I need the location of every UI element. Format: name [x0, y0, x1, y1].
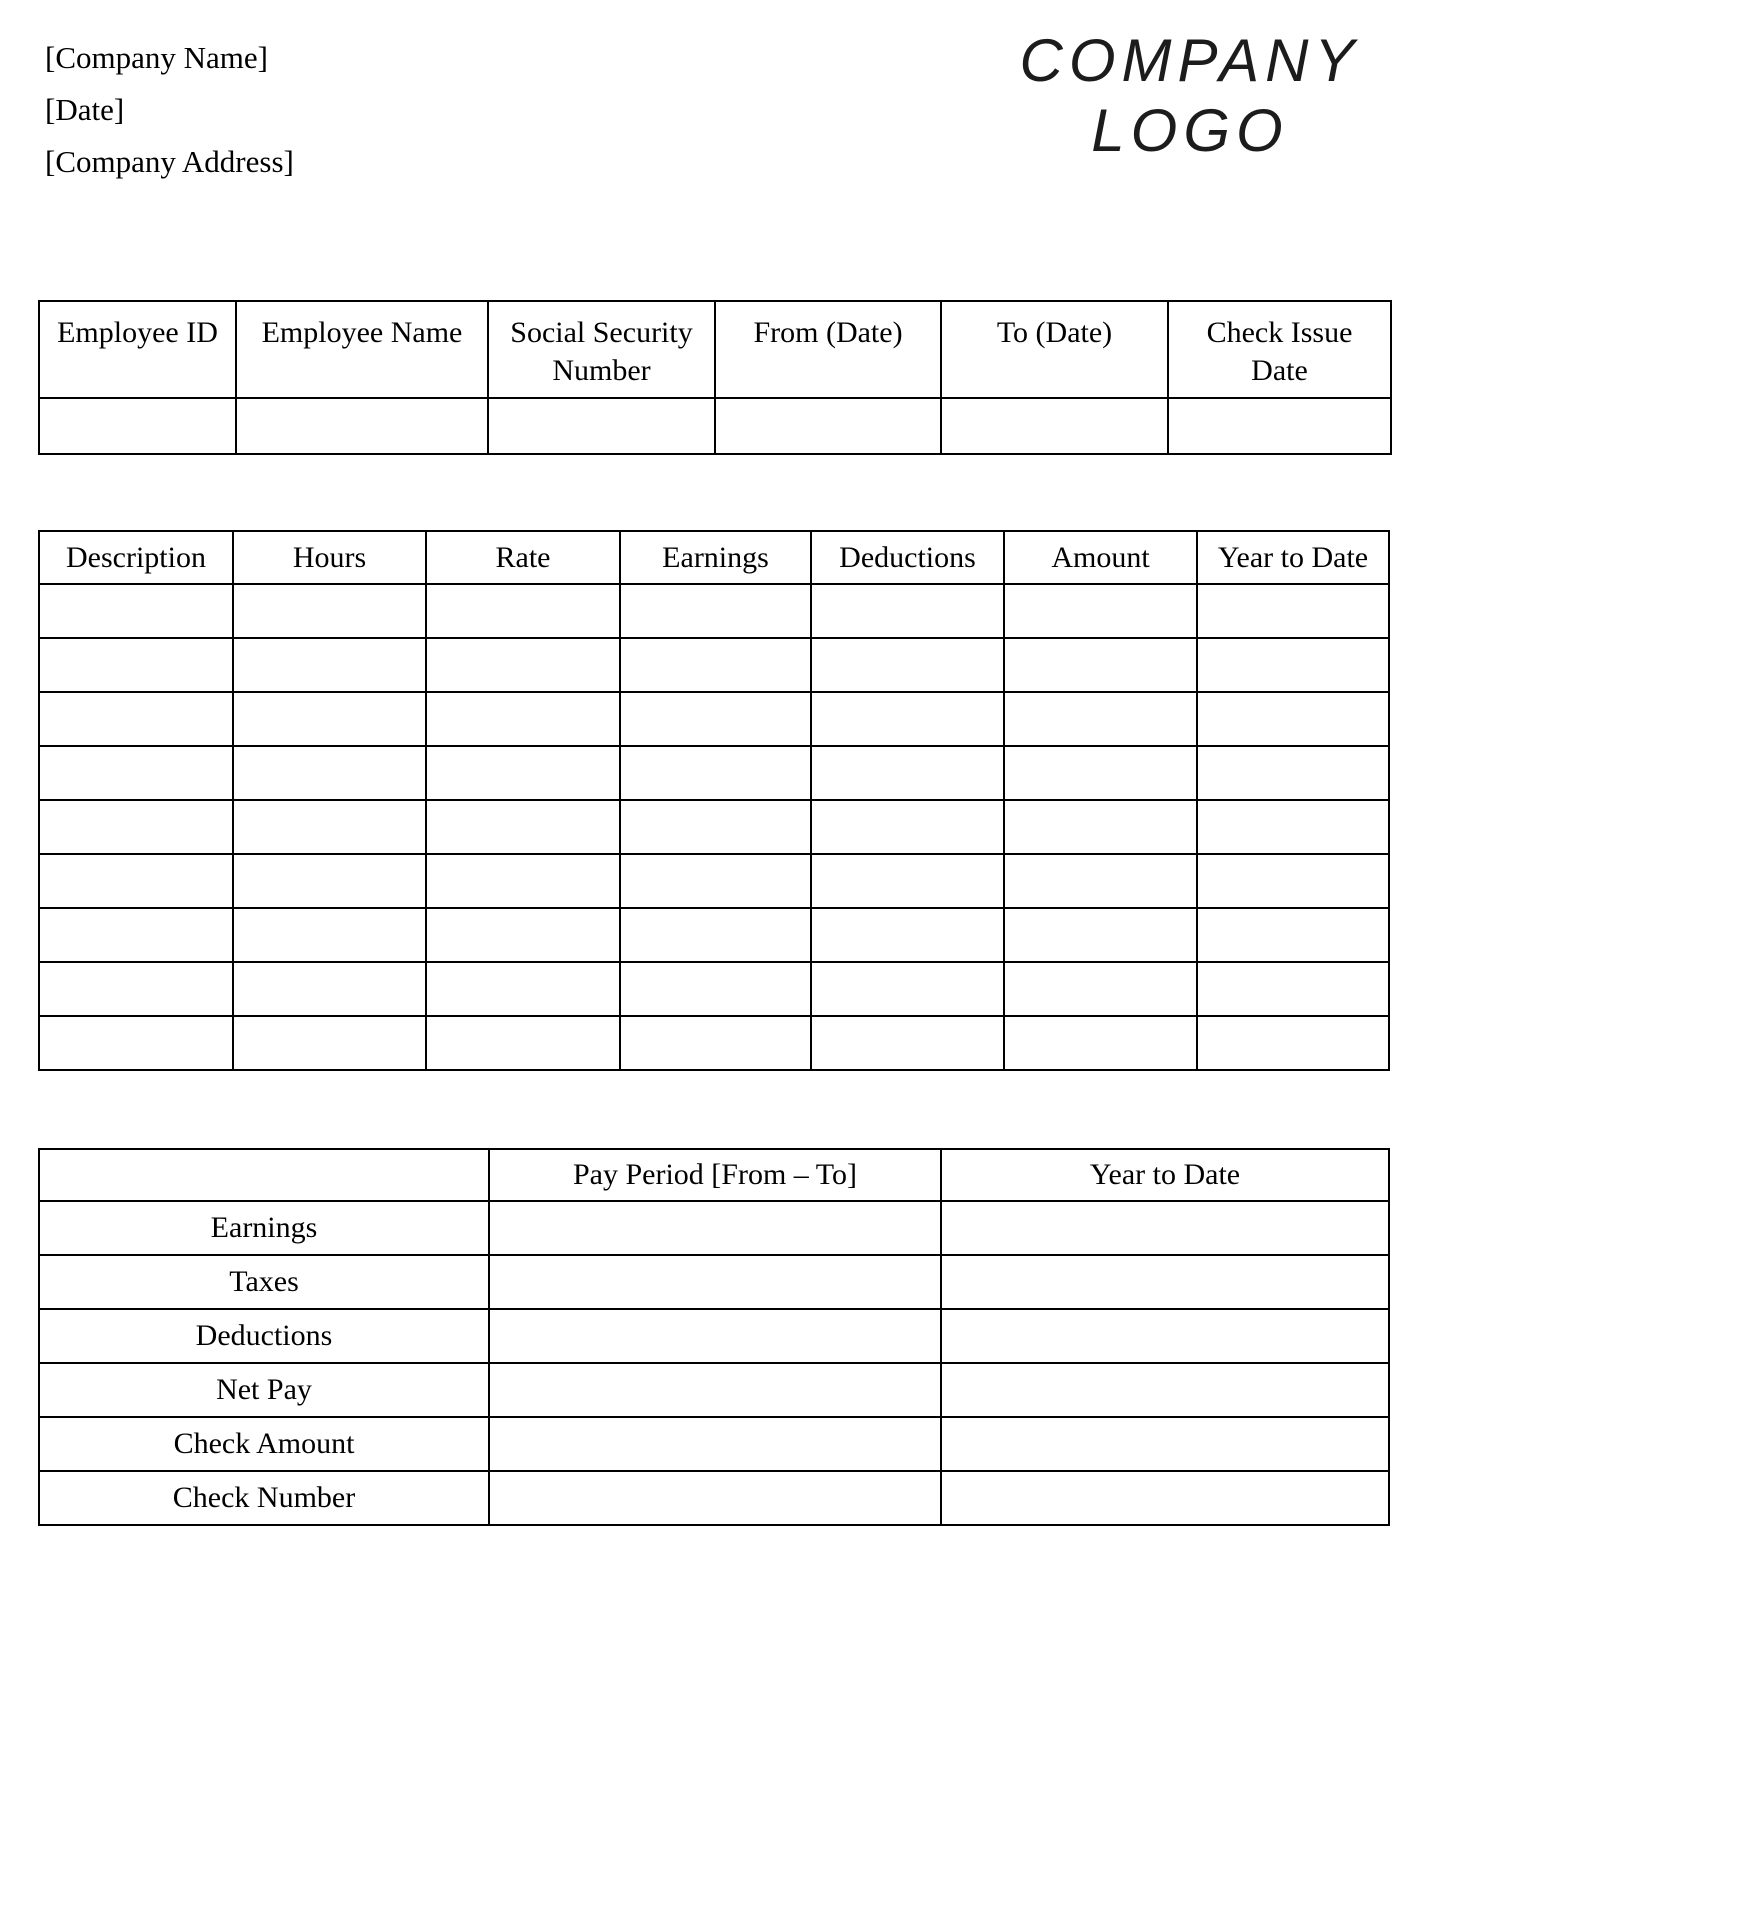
earnings-cell[interactable] — [426, 908, 620, 962]
earnings-cell[interactable] — [811, 638, 1004, 692]
earnings-cell[interactable] — [1197, 746, 1389, 800]
earnings-cell[interactable] — [1004, 800, 1197, 854]
summary-blank-header — [39, 1149, 489, 1201]
earnings-cell[interactable] — [39, 638, 233, 692]
earnings-header-row — [39, 531, 1389, 584]
earnings-cell[interactable] — [39, 692, 233, 746]
earnings-cell[interactable] — [1197, 908, 1389, 962]
earnings-cell[interactable] — [426, 692, 620, 746]
earnings-cell[interactable] — [1004, 854, 1197, 908]
earnings-cell[interactable] — [233, 692, 426, 746]
earnings-row — [39, 692, 1389, 746]
employee-name-header: Employee Name — [236, 301, 488, 398]
summary-ytd-cell[interactable] — [941, 1309, 1389, 1363]
summary-year-to-date-header: Year to Date — [941, 1149, 1389, 1201]
earnings-cell[interactable] — [233, 800, 426, 854]
summary-row — [39, 1471, 1389, 1525]
earnings-cell[interactable] — [1197, 962, 1389, 1016]
summary-row — [39, 1255, 1389, 1309]
earnings-row — [39, 962, 1389, 1016]
summary-pay-period-cell[interactable] — [489, 1201, 941, 1255]
summary-row — [39, 1417, 1389, 1471]
earnings-cell[interactable] — [811, 908, 1004, 962]
earnings-row — [39, 800, 1389, 854]
to-date-cell[interactable] — [941, 398, 1168, 454]
earnings-cell[interactable] — [1004, 908, 1197, 962]
earnings-cell[interactable] — [1197, 692, 1389, 746]
summary-row — [39, 1201, 1389, 1255]
earnings-cell[interactable] — [39, 584, 233, 638]
summary-pay-period-cell[interactable] — [489, 1417, 941, 1471]
summary-row-label: Check Amount — [39, 1417, 489, 1471]
letterhead — [45, 32, 294, 188]
earnings-cell[interactable] — [620, 854, 811, 908]
earnings-cell[interactable] — [426, 638, 620, 692]
earnings-row — [39, 908, 1389, 962]
summary-ytd-cell[interactable] — [941, 1255, 1389, 1309]
earnings-row — [39, 638, 1389, 692]
earnings-cell[interactable] — [1197, 800, 1389, 854]
company-logo-line1: COMPANY — [1019, 27, 1361, 94]
earnings-cell[interactable] — [426, 962, 620, 1016]
hours-header: Hours — [233, 531, 426, 584]
earnings-cell[interactable] — [233, 908, 426, 962]
amount-header: Amount — [1004, 531, 1197, 584]
summary-pay-period-cell[interactable] — [489, 1309, 941, 1363]
earnings-cell[interactable] — [233, 584, 426, 638]
earnings-cell[interactable] — [811, 800, 1004, 854]
earnings-cell[interactable] — [233, 962, 426, 1016]
summary-header-row — [39, 1149, 1389, 1201]
summary-row — [39, 1363, 1389, 1417]
deductions-header: Deductions — [811, 531, 1004, 584]
summary-row — [39, 1309, 1389, 1363]
summary-row-label: Check Number — [39, 1471, 489, 1525]
employee-info-value-row — [39, 398, 1391, 454]
employee-info-table — [38, 300, 1392, 455]
summary-table — [38, 1148, 1390, 1526]
earnings-cell[interactable] — [426, 854, 620, 908]
earnings-cell[interactable] — [1004, 1016, 1197, 1070]
company-name-placeholder: [Company Name] — [45, 40, 268, 75]
from-date-header: From (Date) — [715, 301, 941, 398]
earnings-cell[interactable] — [1197, 638, 1389, 692]
from-date-cell[interactable] — [715, 398, 941, 454]
earnings-cell[interactable] — [39, 854, 233, 908]
summary-ytd-cell[interactable] — [941, 1201, 1389, 1255]
earnings-cell[interactable] — [233, 638, 426, 692]
earnings-cell[interactable] — [811, 854, 1004, 908]
earnings-cell[interactable] — [620, 692, 811, 746]
earnings-cell[interactable] — [811, 692, 1004, 746]
earnings-cell[interactable] — [233, 746, 426, 800]
earnings-cell[interactable] — [233, 854, 426, 908]
earnings-cell[interactable] — [426, 584, 620, 638]
summary-ytd-cell[interactable] — [941, 1417, 1389, 1471]
earnings-row — [39, 746, 1389, 800]
summary-pay-period-cell[interactable] — [489, 1363, 941, 1417]
to-date-header: To (Date) — [941, 301, 1168, 398]
summary-row-label: Net Pay — [39, 1363, 489, 1417]
earnings-cell[interactable] — [1197, 584, 1389, 638]
earnings-detail-table — [38, 530, 1390, 1071]
earnings-cell[interactable] — [1004, 962, 1197, 1016]
earnings-cell[interactable] — [1004, 746, 1197, 800]
earnings-row — [39, 1016, 1389, 1070]
employee-info-header-row — [39, 301, 1391, 398]
ssn-header: Social Security Number — [488, 301, 715, 398]
earnings-table-body — [39, 531, 1389, 1070]
summary-table-body — [39, 1149, 1389, 1525]
earnings-cell[interactable] — [811, 746, 1004, 800]
earnings-cell[interactable] — [620, 1016, 811, 1070]
summary-row-label: Deductions — [39, 1309, 489, 1363]
year-to-date-header: Year to Date — [1197, 531, 1389, 584]
pay-period-header: Pay Period [From – To] — [489, 1149, 941, 1201]
summary-ytd-cell[interactable] — [941, 1363, 1389, 1417]
earnings-cell[interactable] — [1197, 1016, 1389, 1070]
earnings-cell[interactable] — [39, 746, 233, 800]
earnings-cell[interactable] — [39, 908, 233, 962]
earnings-cell[interactable] — [1004, 638, 1197, 692]
employee-id-header: Employee ID — [39, 301, 236, 398]
earnings-cell[interactable] — [39, 962, 233, 1016]
earnings-cell[interactable] — [1004, 584, 1197, 638]
earnings-cell[interactable] — [811, 962, 1004, 1016]
earnings-cell[interactable] — [233, 1016, 426, 1070]
employee-id-cell[interactable] — [39, 398, 236, 454]
date-placeholder: [Date] — [45, 92, 125, 127]
earnings-cell[interactable] — [811, 584, 1004, 638]
earnings-cell[interactable] — [1004, 692, 1197, 746]
earnings-cell[interactable] — [620, 908, 811, 962]
company-logo-line2: LOGO — [1091, 97, 1289, 164]
description-header: Description — [39, 531, 233, 584]
earnings-row — [39, 854, 1389, 908]
earnings-cell[interactable] — [620, 584, 811, 638]
earnings-cell[interactable] — [620, 638, 811, 692]
employee-name-cell[interactable] — [236, 398, 488, 454]
summary-row-label: Earnings — [39, 1201, 489, 1255]
ssn-cell[interactable] — [488, 398, 715, 454]
earnings-cell[interactable] — [39, 1016, 233, 1070]
earnings-cell[interactable] — [39, 800, 233, 854]
check-issue-date-header: Check Issue Date — [1168, 301, 1391, 398]
company-address-placeholder: [Company Address] — [45, 144, 294, 179]
summary-pay-period-cell[interactable] — [489, 1255, 941, 1309]
earnings-header: Earnings — [620, 531, 811, 584]
earnings-cell[interactable] — [620, 800, 811, 854]
earnings-cell[interactable] — [426, 746, 620, 800]
earnings-cell[interactable] — [426, 1016, 620, 1070]
summary-ytd-cell[interactable] — [941, 1471, 1389, 1525]
company-logo — [950, 26, 1430, 166]
earnings-cell[interactable] — [1197, 854, 1389, 908]
earnings-cell[interactable] — [811, 1016, 1004, 1070]
rate-header: Rate — [426, 531, 620, 584]
earnings-cell[interactable] — [426, 800, 620, 854]
earnings-row — [39, 584, 1389, 638]
summary-pay-period-cell[interactable] — [489, 1471, 941, 1525]
summary-row-label: Taxes — [39, 1255, 489, 1309]
check-issue-date-cell[interactable] — [1168, 398, 1391, 454]
earnings-cell[interactable] — [620, 746, 811, 800]
earnings-cell[interactable] — [620, 962, 811, 1016]
